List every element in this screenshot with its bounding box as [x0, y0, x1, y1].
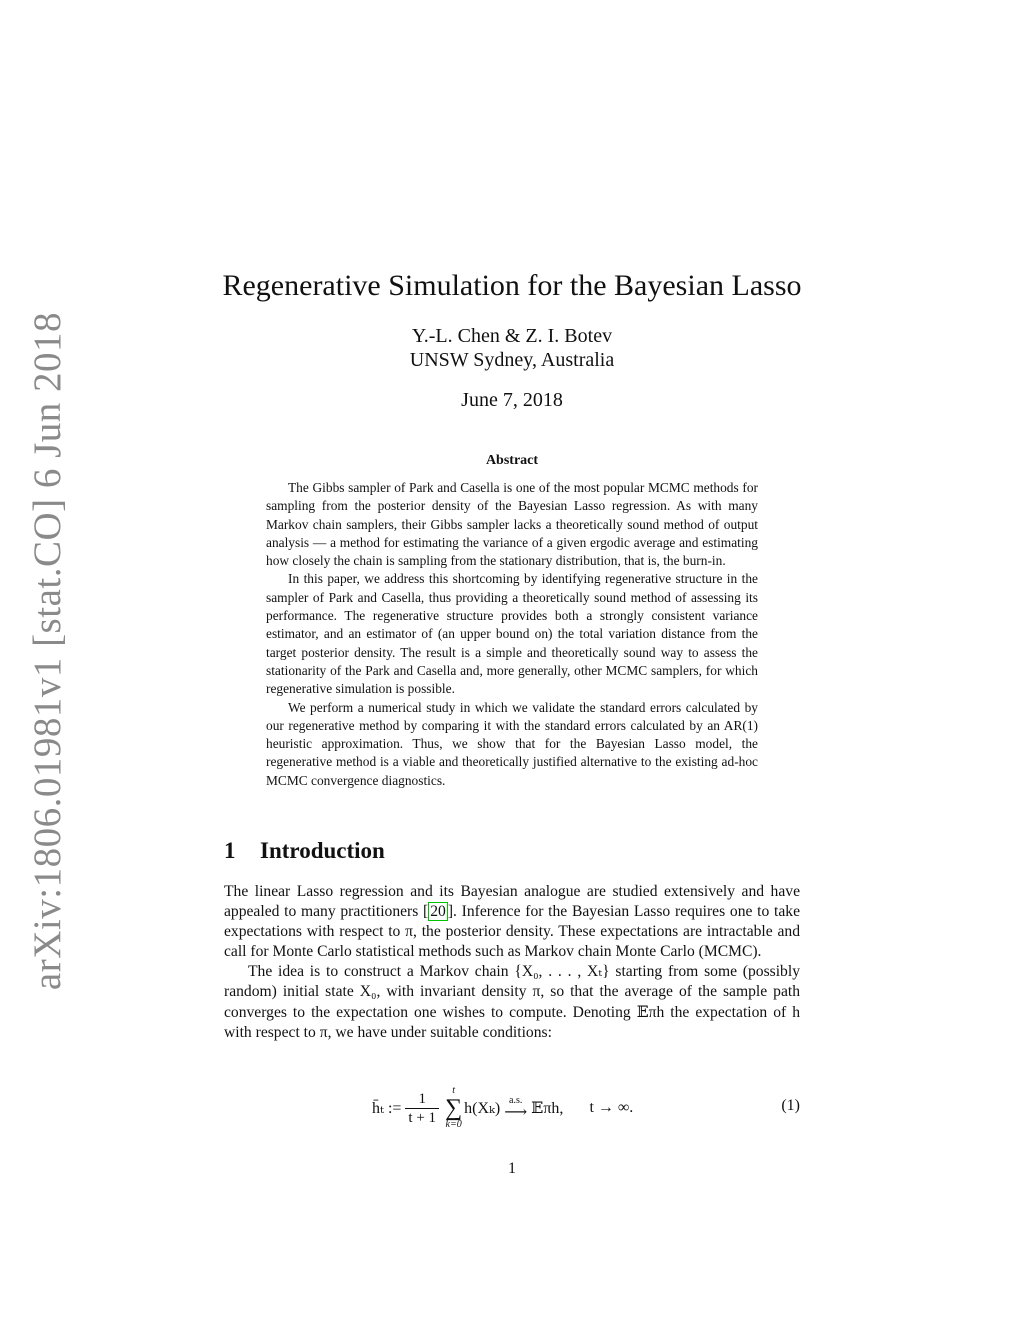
abstract-paragraph: The Gibbs sampler of Park and Casella is one of the most popular MCMC methods for sampling from the posterior density of the Bayesian Lasso regression. As with many Markov chain samplers, their Gibbs sampler lacks a theoretically sound method of output analysis — a method for estimating the variance of a given ergodic average and estimating how closely the chain is sampling from the stationary distribution, that is, the burn-in.	[266, 480, 758, 569]
body-text-segment: The linear Lasso regression and its Bayesian analogue are studied extensively and have appealed to many practitioners [	[224, 883, 800, 921]
convergence-arrow	[504, 1096, 527, 1120]
body-paragraph	[224, 882, 800, 962]
arrow-label: a.s.	[509, 1095, 523, 1106]
body-paragraph: The idea is to construct a Markov chain {X₀, . . . , Xₜ} starting from some (possibly random) initial state X₀, with invariant density π, so that the average of the sample path converges to the expectation one wishes to compute. Denoting 𝔼πh the expectation of h with respect to π, we have under suitable conditions:	[224, 963, 800, 1041]
section-heading	[224, 838, 385, 864]
authors: Y.-L. Chen & Z. I. Botev	[411, 325, 613, 347]
section-title: Introduction	[260, 838, 385, 863]
equation-number: (1)	[781, 1097, 800, 1114]
fraction-denominator: t + 1	[405, 1108, 439, 1127]
equation-limit: t → ∞.	[589, 1099, 634, 1116]
equation	[224, 1078, 800, 1138]
paper-title: Regenerative Simulation for the Bayesian Lasso	[222, 269, 802, 302]
sum-lower-limit: k=0	[445, 1119, 462, 1130]
summation	[445, 1086, 462, 1130]
equation-body	[372, 1078, 633, 1138]
sum-upper-limit: t	[452, 1085, 455, 1096]
citation-link[interactable]: 20	[430, 903, 446, 921]
abstract-heading: Abstract	[485, 453, 539, 468]
equation-fraction	[405, 1090, 439, 1127]
abstract-paragraph: In this paper, we address this shortcoming by identifying regenerative structure in the sampler of Park and Casella, thus providing a theoretically sound method of assessing its performance. The regenerative structure provides both a strongly consistent variance estimator, and an estimator of (an upper bound on) the total variation distance from the target posterior density. The result is a simple and theoretically sound way to assess the stationarity of the Park and Casella and, more generally, other MCMC samplers, for which regenerative simulation is possible.	[266, 571, 758, 697]
long-arrow-icon: ⟶	[504, 1104, 528, 1121]
equation-summand: h(Xₖ)	[464, 1100, 501, 1117]
equation-lhs: h̄ₜ :=	[372, 1100, 402, 1117]
arxiv-identifier: arXiv:1806.01981v1 [stat.CO] 6 Jun 2018	[26, 311, 69, 991]
abstract-paragraph: We perform a numerical study in which we validate the standard errors calculated by our regenerative method by comparing it with the standard errors calculated by an AR(1) heuristic approximation. Thus, we show that for the Bayesian Lasso model, the regenerative method is a viable and theoretically justified alternative to the existing ad-hoc MCMC convergence diagnostics.	[266, 699, 758, 788]
body-text-segment: ]. Inference for the Bayesian Lasso requires one to take expectations with respect to π, the posterior density. These expectations are intractable and call for Monte Carlo statistical methods such as Markov chain Monte Carlo (MCMC).	[224, 903, 800, 961]
introduction-body	[224, 882, 800, 1043]
equation-rhs: 𝔼πh,	[531, 1100, 564, 1117]
sigma-icon: ∑	[445, 1095, 463, 1121]
fraction-numerator: 1	[418, 1090, 426, 1107]
page-number: 1	[508, 1160, 516, 1177]
date: June 7, 2018	[461, 389, 563, 411]
abstract	[266, 479, 758, 790]
affiliation: UNSW Sydney, Australia	[409, 349, 615, 371]
section-number: 1	[224, 838, 236, 863]
